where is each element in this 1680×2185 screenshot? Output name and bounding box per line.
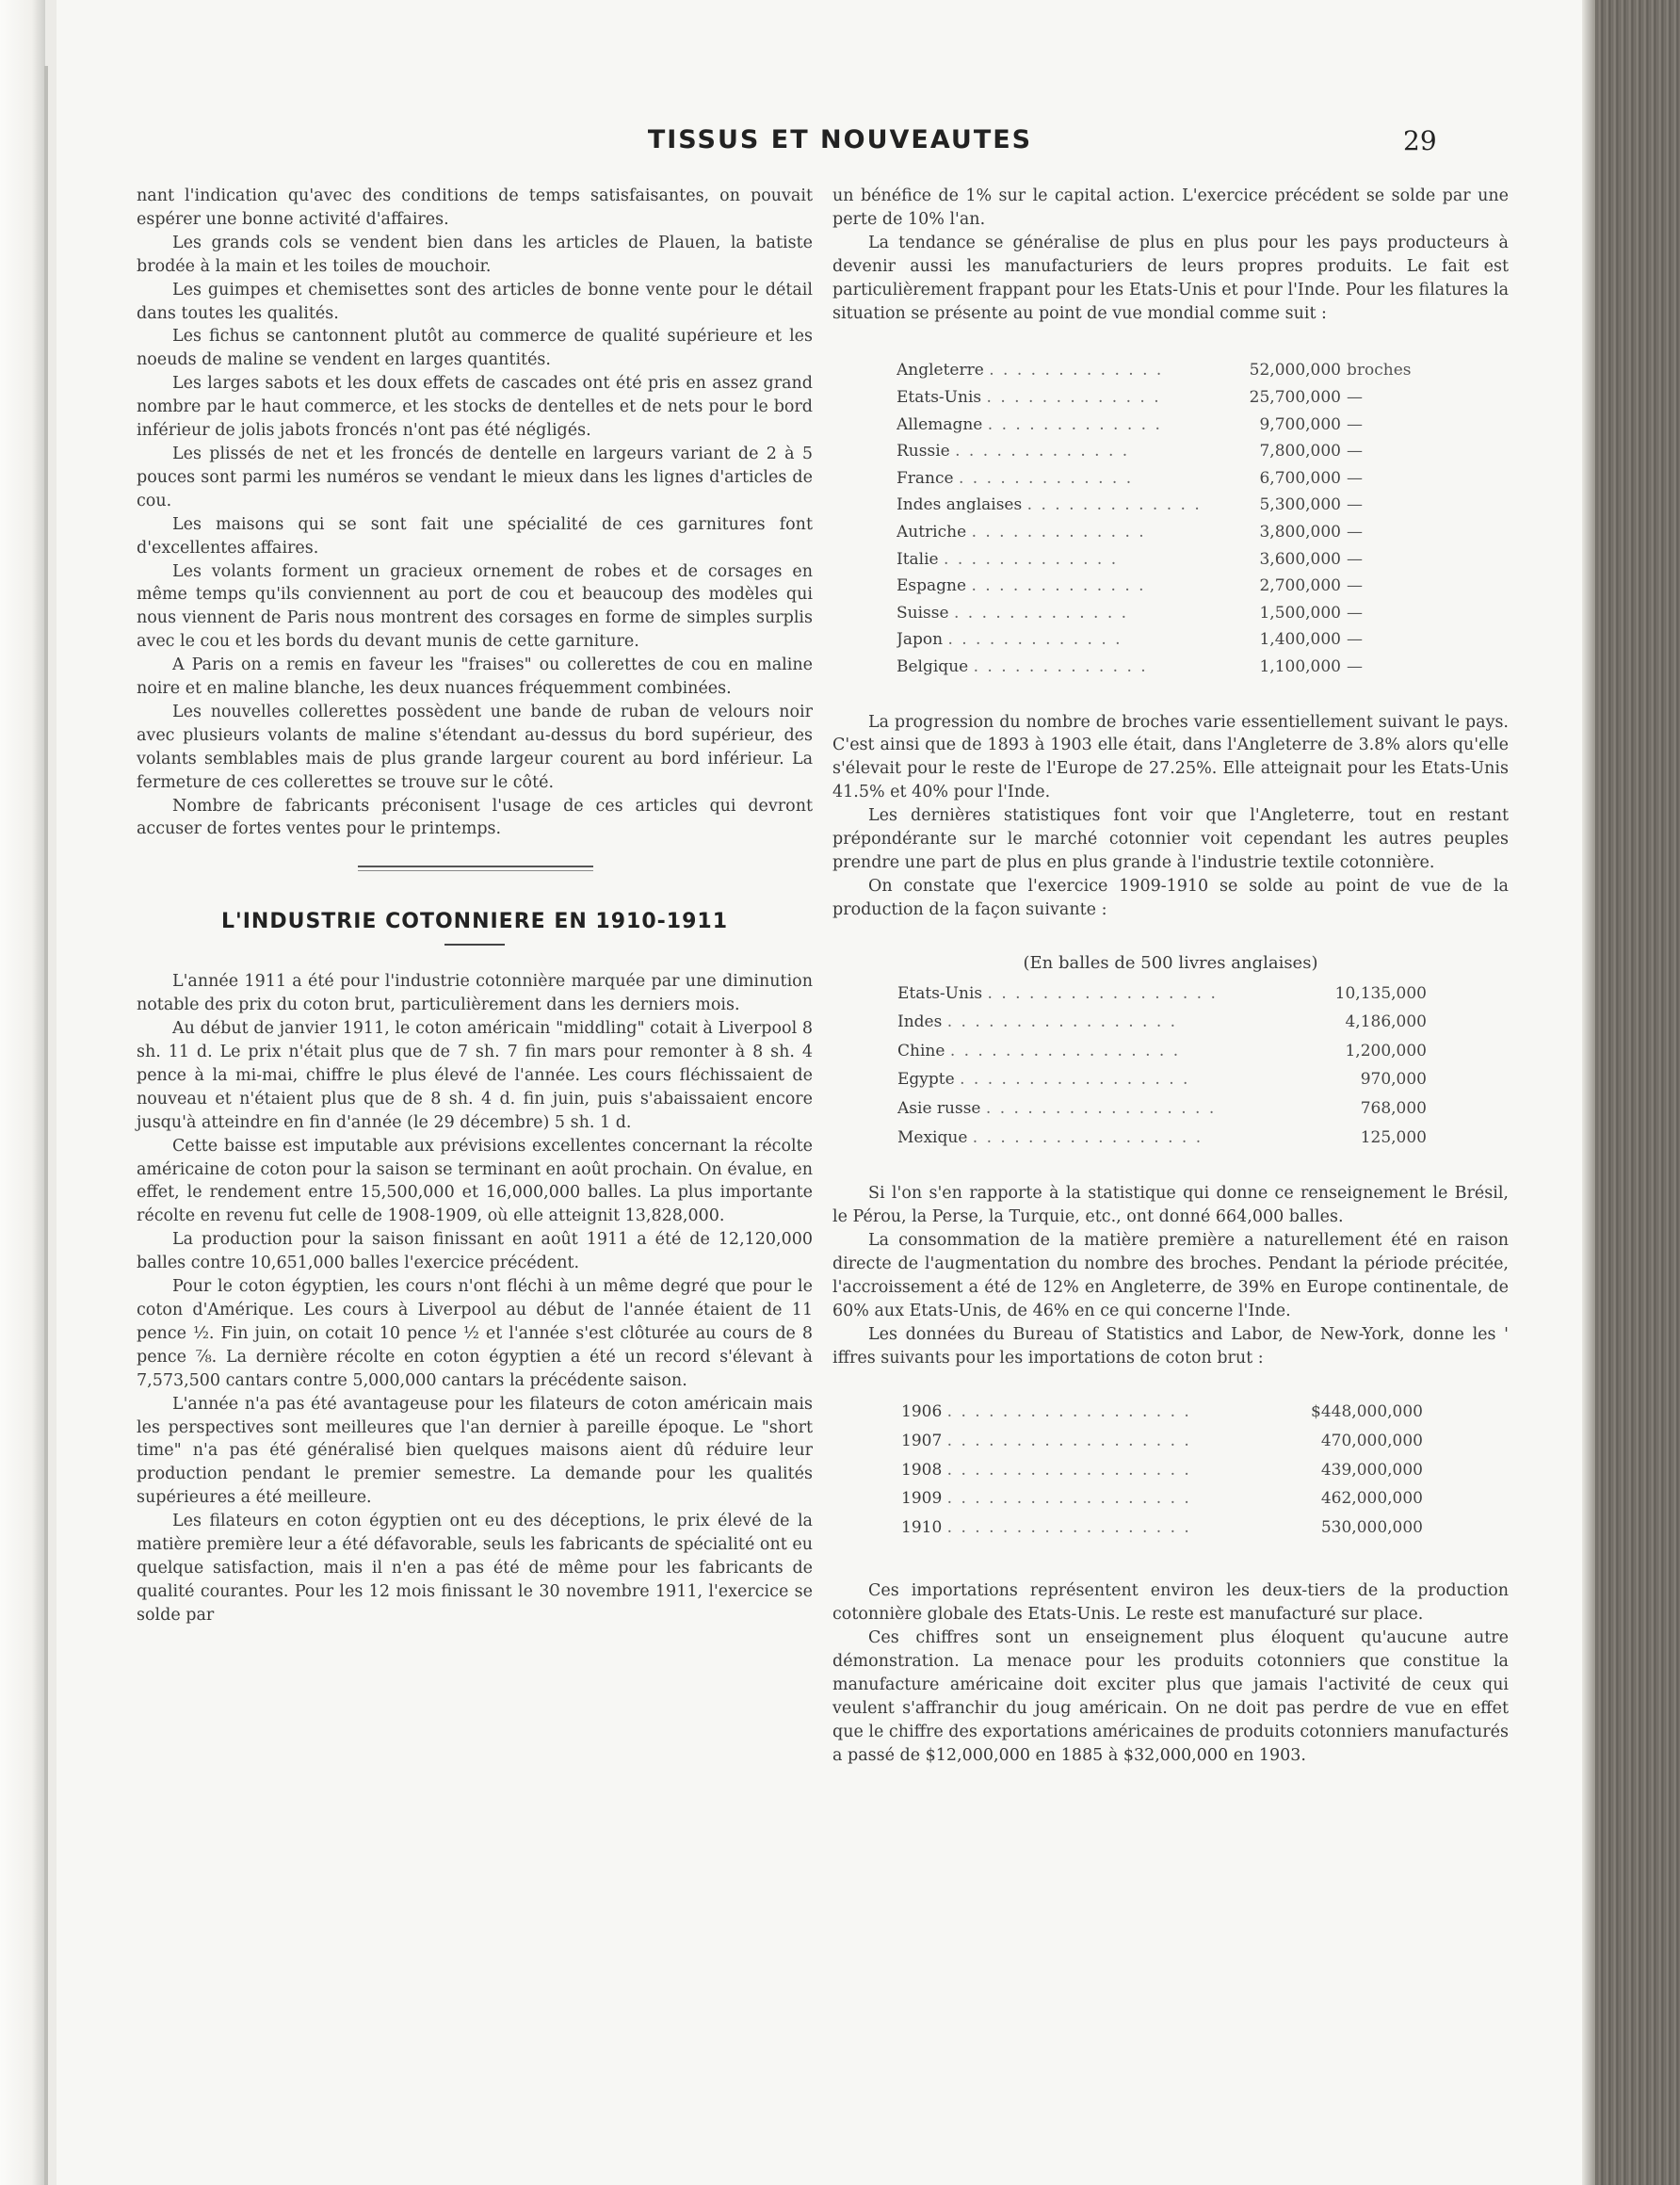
spindle-value: 1,500,000 xyxy=(1259,603,1341,623)
production-caption: (En balles de 500 livres anglaises) xyxy=(1023,952,1318,973)
country-label: Egypte xyxy=(897,1070,955,1090)
import-value: 462,000,000 xyxy=(1320,1489,1423,1509)
spindle-value: 1,100,000 xyxy=(1259,656,1341,676)
table-row: Etats-Unis . . . . . . . . . . . . . 25,700,000 — xyxy=(897,384,1441,412)
paragraph: un bénéfice de 1% sur le capital action. L'exercice précédent se solde par une perte de 10% l'an. xyxy=(832,186,1509,229)
paragraph: Si l'on s'en rapporte à la statistique qui donne ce renseignement le Brésil, le Pérou, la Perse, la Turquie, etc., ont donné 664,000 balles. xyxy=(832,1184,1509,1227)
country-label: Autriche xyxy=(897,523,967,542)
country-label: Indes xyxy=(897,1012,943,1032)
paragraph: A Paris on a remis en faveur les "fraises" ou collerettes de cou en maline noire et en maline blanche, les deux nuances fréquemment combinées. xyxy=(137,656,813,699)
ditto-mark: — xyxy=(1347,576,1363,596)
country-label: Etats-Unis xyxy=(897,983,983,1003)
page-number: 29 xyxy=(1403,125,1437,156)
table-row: Etats-Unis . . . . . . . . . . . . . . . . . 10,135,000 xyxy=(897,979,1432,1009)
ditto-mark: — xyxy=(1347,523,1363,542)
ditto-mark: — xyxy=(1347,630,1363,650)
spindle-value: 1,400,000 xyxy=(1259,630,1341,650)
table-row: Egypte . . . . . . . . . . . . . . . . . 970,000 xyxy=(897,1065,1432,1094)
table-row: Chine . . . . . . . . . . . . . . . . . 1,200,000 xyxy=(897,1037,1432,1066)
production-table xyxy=(897,979,1432,1153)
paragraph: L'année n'a pas été avantageuse pour les filateurs de coton américain mais les perspectives sont meilleures que l'an dernier à pareille époque. Le "short time" n'a pas été généralisé bien quelques maisons aient dû réduire leur production pendant le premier semestre. La demande pour les qualités supérieures a été meilleure. xyxy=(137,1394,813,1508)
right-column xyxy=(832,185,1509,1768)
country-label: France xyxy=(897,468,954,488)
table-row: 1910 . . . . . . . . . . . . . . . . . . 530,000,000 xyxy=(900,1513,1429,1543)
country-label: Etats-Unis xyxy=(897,388,982,408)
country-label: Chine xyxy=(897,1041,945,1060)
book-edge xyxy=(1582,0,1680,2185)
paragraph: Les nouvelles collerettes possèdent une bande de ruban de velours noir avec plusieurs volants de maline s'étendant au-dessus du bord supérieur, des volants semblables mais de plus grande largeur courent au bord inférieur. La fermeture de ces collerettes se trouve sur le côté. xyxy=(137,702,813,792)
year-label: 1908 xyxy=(901,1460,943,1480)
year-label: 1907 xyxy=(901,1432,943,1451)
spindles-table xyxy=(897,357,1441,680)
paragraph: La progression du nombre de broches varie essentiellement suivant le pays. C'est ainsi que de 1893 à 1903 elle était, dans l'Angleterre de 3.8% alors qu'elle s'élevait pour le reste de l'Europe de 27.25%. Elle atteignait pour les Etats-Unis 41.5% et 40% pour l'Inde. xyxy=(832,712,1509,802)
table-row: Japon . . . . . . . . . . . . . 1,400,000 — xyxy=(897,626,1441,654)
unit-label: broches xyxy=(1347,361,1412,380)
spindle-value: 7,800,000 xyxy=(1259,442,1341,461)
spindle-value: 5,300,000 xyxy=(1259,495,1341,515)
production-value: 10,135,000 xyxy=(1334,983,1427,1003)
year-label: 1910 xyxy=(901,1517,943,1537)
paragraph: Cette baisse est imputable aux prévisions excellentes concernant la récolte américaine de coton pour la saison se terminant en août prochain. On évalue, en effet, le rendement entre 15,500,000 et 16,000,000 balles. La plus importante récolte en revenu fut celle de 1908-1909, où elle atteignit 13,828,000. xyxy=(137,1136,813,1226)
paragraph: Les données du Bureau of Statistics and Labor, de New-York, donne les ' iffres suivants pour les importations de coton brut : xyxy=(832,1324,1509,1368)
section-title: L'INDUSTRIE COTONNIERE EN 1910-1911 xyxy=(220,910,729,934)
country-label: Espagne xyxy=(897,576,967,596)
paragraph: Nombre de fabricants préconisent l'usage de ces articles qui devront accuser de fortes ventes pour le printemps. xyxy=(137,796,813,839)
table-row: Autriche . . . . . . . . . . . . . 3,800,000 — xyxy=(897,519,1441,546)
paragraph: On constate que l'exercice 1909-1910 se solde au point de vue de la production de la façon suivante : xyxy=(832,876,1509,919)
paragraph: Les fichus se cantonnent plutôt au commerce de qualité supérieure et les noeuds de maline se vendent en larges quantités. xyxy=(137,327,813,370)
table-row: Indes anglaises . . . . . . . . . . . . . 5,300,000 — xyxy=(897,492,1441,519)
import-value: 470,000,000 xyxy=(1320,1432,1423,1451)
table-row: Suisse . . . . . . . . . . . . . 1,500,000 — xyxy=(897,600,1441,627)
production-value: 125,000 xyxy=(1360,1127,1427,1147)
paragraph: Les plissés de net et les froncés de dentelle en largeurs variant de 2 à 5 pouces sont parmi les numéros se vendant le mieux dans les lignes d'articles de cou. xyxy=(137,444,813,510)
table-row: Espagne . . . . . . . . . . . . . 2,700,000 — xyxy=(897,573,1441,600)
title-underline xyxy=(444,944,505,946)
ditto-mark: — xyxy=(1347,495,1363,515)
ditto-mark: — xyxy=(1347,414,1363,434)
ditto-mark: — xyxy=(1347,603,1363,623)
paragraph: Les larges sabots et les doux effets de cascades ont été pris en assez grand nombre par le haut commerce, et les stocks de dentelles et de nets pour le bord inférieur de jolis jabots froncés n'ont pas été négligés. xyxy=(137,374,813,441)
ditto-mark: — xyxy=(1347,549,1363,569)
spindle-value: 25,700,000 xyxy=(1249,388,1341,408)
spindle-value: 9,700,000 xyxy=(1259,414,1341,434)
table-row: Italie . . . . . . . . . . . . . 3,600,000 — xyxy=(897,546,1441,574)
previous-page-edge xyxy=(0,0,45,2185)
country-label: Suisse xyxy=(897,603,949,623)
paragraph: Pour le coton égyptien, les cours n'ont fléchi à un même degré que pour le coton d'Amérique. Les cours à Liverpool au début de l'année étaient de 11 pence ½. Fin juin, on cotait 10 pence ½ et l'année s'est clôturée au cours de 8 pence ⅞. La dernière récolte en coton égyptien a été un record s'élevant à 7,573,500 cantars contre 5,000,000 cantars la précédente saison. xyxy=(137,1277,813,1390)
paragraph: L'année 1911 a été pour l'industrie cotonnière marquée par une diminution notable des prix du coton brut, particulièrement dans les derniers mois. xyxy=(137,972,813,1015)
table-row: Belgique . . . . . . . . . . . . . 1,100,000 — xyxy=(897,654,1441,681)
ditto-mark: — xyxy=(1347,656,1363,676)
table-row: 1906 . . . . . . . . . . . . . . . . . . $448,000,000 xyxy=(900,1398,1429,1427)
paragraph: Les guimpes et chemisettes sont des articles de bonne vente pour le détail dans toutes les qualités. xyxy=(137,280,813,323)
production-value: 4,186,000 xyxy=(1345,1012,1427,1032)
left-column xyxy=(137,185,813,1627)
year-label: 1909 xyxy=(901,1489,943,1509)
table-row: Mexique . . . . . . . . . . . . . . . . . 125,000 xyxy=(897,1124,1432,1153)
imports-table xyxy=(900,1398,1429,1542)
country-label: Belgique xyxy=(897,656,969,676)
paragraph: Les dernières statistiques font voir que l'Angleterre, tout en restant prépondérante sur le marché cotonnier voit cependant les autres peuples prendre une part de plus en plus grande à l'industrie textile cotonnière. xyxy=(832,806,1509,872)
table-row: Allemagne . . . . . . . . . . . . . 9,700,000 — xyxy=(897,412,1441,439)
country-label: Angleterre xyxy=(897,361,984,380)
paragraph: Au début de janvier 1911, le coton américain "middling" cotait à Liverpool 8 sh. 11 d. Le prix n'était plus que de 7 sh. 7 fin mars pour remonter à 8 sh. 4 pence à la mi-mai, chiffre le plus élevé de l'année. Les cours fléchissaient de nouveau et n'étaient plus que de 8 sh. 4 d. fin juin, puis s'abaissaient encore jusqu'à atteindre en fin d'année (le 29 décembre) 5 sh. 1 d. xyxy=(137,1019,813,1132)
paragraph: La production pour la saison finissant en août 1911 a été de 12,120,000 balles contre 10,651,000 balles l'exercice précédent. xyxy=(137,1230,813,1273)
table-row: France . . . . . . . . . . . . . 6,700,000 — xyxy=(897,465,1441,493)
year-label: 1906 xyxy=(901,1402,943,1422)
table-row: Angleterre . . . . . . . . . . . . . 52,000,000 broches xyxy=(897,357,1441,384)
paragraph: Les maisons qui se sont fait une spécialité de ces garnitures font d'excellentes affaires. xyxy=(137,514,813,558)
ditto-mark: — xyxy=(1347,388,1363,408)
ditto-mark: — xyxy=(1347,442,1363,461)
production-value: 970,000 xyxy=(1360,1070,1427,1090)
paragraph: nant l'indication qu'avec des conditions de temps satisfaisantes, on pouvait espérer une bonne activité d'affaires. xyxy=(137,186,813,229)
table-row: 1909 . . . . . . . . . . . . . . . . . . 462,000,000 xyxy=(900,1484,1429,1513)
table-row: 1908 . . . . . . . . . . . . . . . . . . 439,000,000 xyxy=(900,1456,1429,1485)
import-value: 439,000,000 xyxy=(1320,1460,1423,1480)
paragraph: Les grands cols se vendent bien dans les articles de Plauen, la batiste brodée à la main et les toiles de mouchoir. xyxy=(137,233,813,276)
table-row: Indes . . . . . . . . . . . . . . . . . 4,186,000 xyxy=(897,1008,1432,1037)
table-row: Asie russe . . . . . . . . . . . . . . . . . 768,000 xyxy=(897,1094,1432,1124)
table-row: 1907 . . . . . . . . . . . . . . . . . . 470,000,000 xyxy=(900,1427,1429,1456)
spindle-value: 52,000,000 xyxy=(1249,361,1341,380)
paragraph: Les volants forment un gracieux ornement de robes et de corsages en même temps qu'ils conviennent au port de cou et beaucoup des modèles qui nous viennent de Paris nous montrent des corsages en forme de simples surplis avec le cou et les bords du devant munis de cette garniture. xyxy=(137,561,813,652)
country-label: Japon xyxy=(897,630,944,650)
import-value: 530,000,000 xyxy=(1320,1517,1423,1537)
table-row: Russie . . . . . . . . . . . . . 7,800,000 — xyxy=(897,438,1441,465)
production-value: 1,200,000 xyxy=(1345,1041,1427,1060)
country-label: Asie russe xyxy=(897,1099,981,1118)
spindle-value: 2,700,000 xyxy=(1259,576,1341,596)
paragraph: Les filateurs en coton égyptien ont eu des déceptions, le prix élevé de la matière première leur a été défavorable, seuls les fabricants de spécialité ont eu quelque satisfaction, mais il n'en a pas été de même pour les fabricants de qualité courantes. Pour les 12 mois finissant le 30 novembre 1911, l'exercice se solde par xyxy=(137,1512,813,1625)
spindle-value: 6,700,000 xyxy=(1259,468,1341,488)
import-value: $448,000,000 xyxy=(1311,1402,1423,1422)
paragraph: Ces importations représentent environ les deux-tiers de la production cotonnière globale des Etats-Unis. Le reste est manufacturé sur place. xyxy=(832,1581,1509,1625)
country-label: Russie xyxy=(897,442,950,461)
ornament-rule xyxy=(137,860,813,873)
paragraph: La tendance se généralise de plus en plus pour les pays producteurs à devenir aussi les manufacturiers de leurs propres produits. Le fait est particulièrement frappant pour les Etats-Unis et pour l'Inde. Pour les filatures la situation se présente au point de vue mondial comme suit : xyxy=(832,233,1509,323)
running-title: TISSUS ET NOUVEAUTES xyxy=(647,125,1033,154)
spindle-value: 3,600,000 xyxy=(1259,549,1341,569)
country-label: Indes anglaises xyxy=(897,495,1023,515)
spindle-value: 3,800,000 xyxy=(1259,523,1341,542)
ditto-mark: — xyxy=(1347,468,1363,488)
production-value: 768,000 xyxy=(1360,1099,1427,1118)
country-label: Italie xyxy=(897,549,939,569)
paragraph: Ces chiffres sont un enseignement plus éloquent qu'aucune autre démonstration. La menace pour les produits cotonniers que constitue la manufacture américaine doit exciter plus que jamais l'activité de ceux qui veulent s'affranchir du joug américain. On ne doit pas perdre de vue en effet que le chiffre des exportations américaines de produits cotonniers manufacturés a passé de $12,000,000 en 1885 à $32,000,000 en 1903. xyxy=(832,1628,1509,1765)
country-label: Mexique xyxy=(897,1127,968,1147)
country-label: Allemagne xyxy=(897,414,983,434)
paragraph: La consommation de la matière première a naturellement été en raison directe de l'augmentation du nombre des broches. Pendant la période précitée, l'accroissement a été de 12% en Angleterre, de 39% en Europe continentale, de 60% aux Etats-Unis, de 46% en ce qui concerne l'Inde. xyxy=(832,1231,1509,1320)
